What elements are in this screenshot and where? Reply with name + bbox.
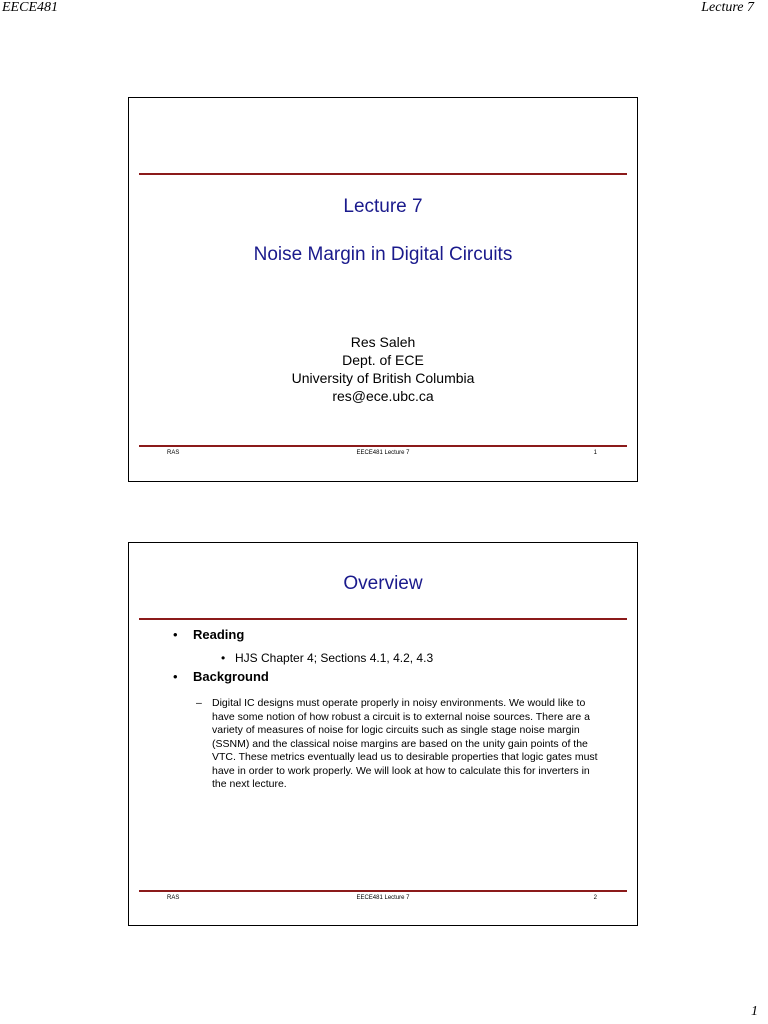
sub-bullet-reading xyxy=(221,651,433,665)
footer-rule xyxy=(139,890,627,892)
footer-rule xyxy=(139,445,627,447)
bullet-reading xyxy=(173,627,244,642)
bullet-label: Reading xyxy=(193,627,245,642)
slide-2 xyxy=(128,542,638,926)
slide-footer xyxy=(129,895,637,905)
title-rule xyxy=(139,618,627,620)
background-paragraph xyxy=(196,697,604,792)
author-email: res@ece.ubc.ca xyxy=(332,388,434,404)
footer-slide-number: 1 xyxy=(593,450,597,456)
dash-marker: – xyxy=(196,697,202,709)
sub-bullet-dot: • xyxy=(221,651,226,665)
footer-slide-number: 2 xyxy=(593,895,597,901)
author-dept: Dept. of ECE xyxy=(342,352,424,368)
bullet-dot: • xyxy=(173,669,178,684)
bullet-label: Background xyxy=(193,669,269,684)
footer-left: RAS xyxy=(167,450,180,456)
footer-center: EECE481 Lecture 7 xyxy=(356,450,410,456)
lecture-title: Lecture 7 xyxy=(343,196,423,217)
lecture-subtitle: Noise Margin in Digital Circuits xyxy=(253,244,513,265)
page-header-right: Lecture 7 xyxy=(701,0,754,15)
page-number: 1 xyxy=(751,1004,758,1019)
bullet-dot: • xyxy=(173,627,178,642)
author-university: University of British Columbia xyxy=(291,370,475,386)
author-name: Res Saleh xyxy=(350,334,416,350)
sub-bullet-text: HJS Chapter 4; Sections 4.1, 4.2, 4.3 xyxy=(235,651,434,665)
page-header-left: EECE481 xyxy=(2,0,58,15)
author-block xyxy=(129,333,637,405)
title-rule xyxy=(139,173,627,175)
overview-title: Overview xyxy=(343,573,423,594)
slide-1 xyxy=(128,97,638,482)
bullet-background xyxy=(173,669,269,684)
footer-center: EECE481 Lecture 7 xyxy=(356,895,410,901)
slide-footer xyxy=(129,450,637,460)
paragraph-text: Digital IC designs must operate properly in noisy environments. We would like to have some notion of how robust a circuit is to external noise sources. There are a variety of measures of noise for logic circuits such as single stage noise margin (SSNM) and the classical noise margins are based on the unity gain points of the VTC. These metrics eventually lead us to desirable properties that logic gates must have in order to work properly. We will look at how to calculate this for inverters in the next lecture. xyxy=(212,697,598,790)
footer-left: RAS xyxy=(167,895,180,901)
